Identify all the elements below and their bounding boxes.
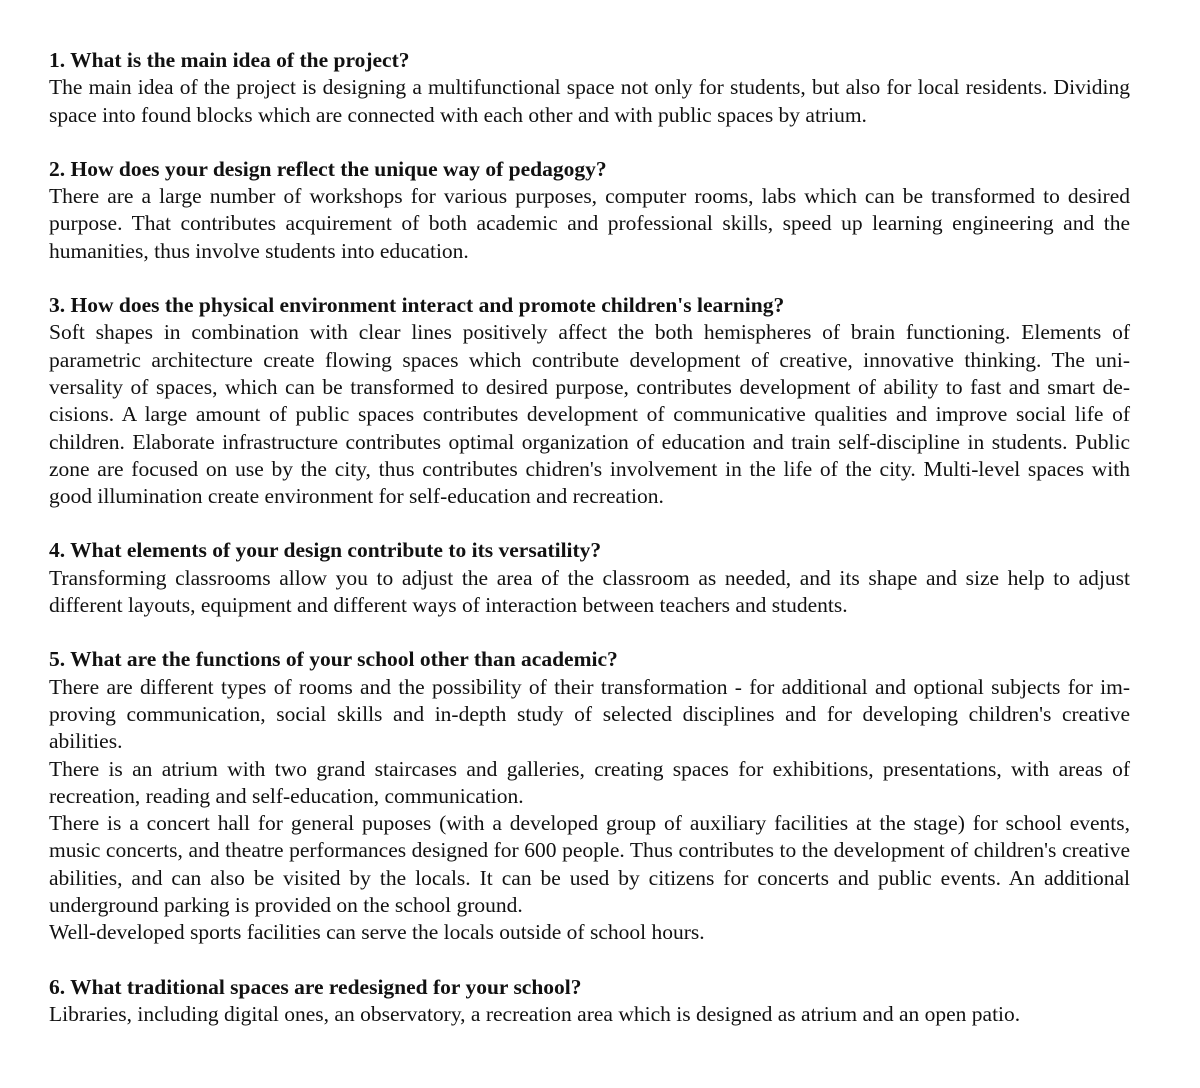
- qa-section-4: [49, 537, 1130, 619]
- document-page: [49, 47, 1130, 1055]
- answer-paragraph: There are different types of rooms and the possibility of their transformation - for additional and optional subjects for improving communication, social skills and in-depth study of selected disciplines and for developing children's creative abilities.: [49, 674, 1130, 754]
- question-heading: 2. How does your design reflect the unique way of pedagogy?: [49, 156, 607, 181]
- answer-paragraph: Soft shapes in combination with clear lines positively affect the both hemispheres of brain functioning. Elements of parametric architecture create flowing spaces which contribute development of creative, innovative thinking. The universality of spaces, which can be transformed to desired purpose, contributes development of ability to fast and smart decisions. A large amount of public spaces contributes development of communicative qualities and improve social life of children. Elaborate infrastructure contributes optimal organization of education and train self-discipline in students. Public zone are focused on use by the city, thus contributes chidren's involvement in the life of the city. Multi-level spaces with good illumination create environment for self-education and recreation.: [49, 320, 1130, 509]
- qa-section-1: [49, 47, 1130, 129]
- question-heading: 4. What elements of your design contribute to its versatility?: [49, 538, 602, 563]
- qa-section-5: [49, 646, 1130, 946]
- answer-paragraph: There is an atrium with two grand staircases and galleries, creating spaces for exhibitions, presentations, with areas of recreation, reading and self-education, communication.: [49, 756, 1130, 808]
- answer-text: [49, 1001, 1130, 1028]
- question-heading: 6. What traditional spaces are redesigned for your school?: [49, 974, 582, 999]
- answer-text: [49, 674, 1130, 947]
- answer-paragraph: There are a large number of workshops for various purposes, computer rooms, labs which can be transformed to desired purpose. That contributes acquirement of both academic and professional skills, speed up learning engineering and the humanities, thus involve students into education.: [49, 184, 1130, 263]
- answer-paragraph: Libraries, including digital ones, an observatory, a recreation area which is designed as atrium and an open patio.: [49, 1001, 1021, 1026]
- question-heading: 5. What are the functions of your school other than academic?: [49, 647, 618, 672]
- answer-text: [49, 319, 1130, 510]
- answer-text: [49, 74, 1130, 129]
- qa-section-3: [49, 292, 1130, 510]
- answer-paragraph: Transforming classrooms allow you to adjust the area of the classroom as needed, and its shape and size help to adjust different layouts, equipment and different ways of interaction between teachers and students.: [49, 565, 1130, 618]
- answer-text: [49, 183, 1130, 265]
- answer-text: [49, 565, 1130, 620]
- question-heading: 1. What is the main idea of the project?: [49, 48, 410, 72]
- qa-section-6: [49, 974, 1130, 1029]
- question-heading: 3. How does the physical environment interact and promote children's learning?: [49, 293, 785, 318]
- qa-section-2: [49, 156, 1130, 265]
- answer-paragraph: The main idea of the project is designing a multifunctional space not only for students, but also for local residents. Dividing space into found blocks which are connected with each other and with public spaces by atrium.: [49, 75, 1130, 127]
- answer-paragraph: Well-developed sports facilities can serve the locals outside of school hours.: [49, 920, 705, 945]
- answer-paragraph: There is a concert hall for general puposes (with a developed group of auxiliary facilities at the stage) for school events, music concerts, and theatre performances designed for 600 people. Thus contributes to the development of children's creative abilities, and can also be visited by the locals. It can be used by citizens for concerts and public events. An additional underground parking is provided on the school ground.: [49, 811, 1130, 918]
